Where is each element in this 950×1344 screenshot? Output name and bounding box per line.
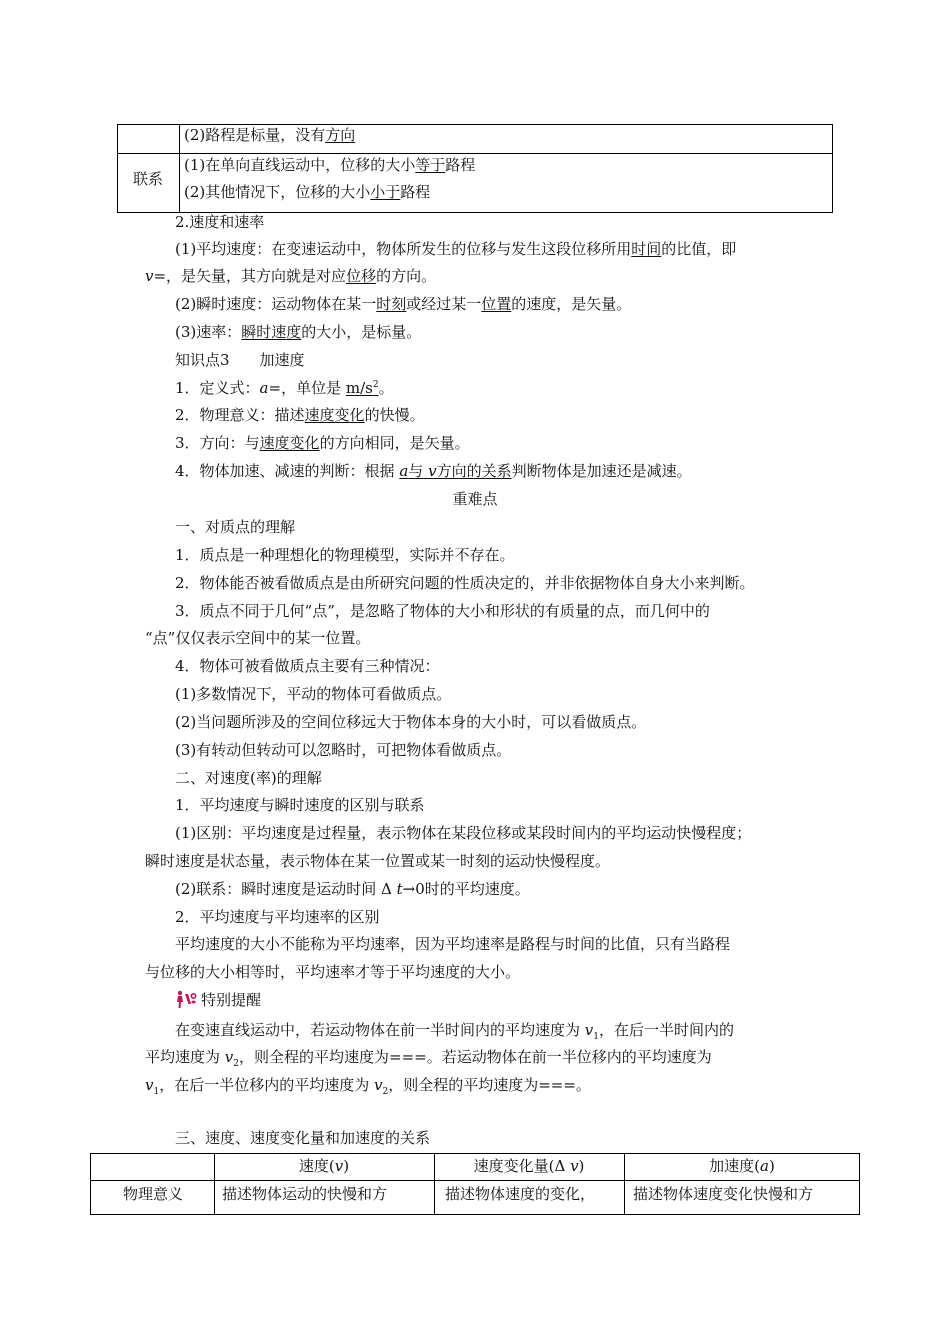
part2-title: 二、对速度(率)的理解 [175,769,322,787]
table1-row-label: 联系 [133,170,164,188]
part2-line1: 1．平均速度与瞬时速度的区别与联系 [175,796,425,814]
special-reminder-icon [175,990,199,1010]
part2-line2b: 瞬时速度是状态量，表示物体在某一位置或某一时刻的运动快慢程度。 [145,852,611,870]
part1-line4: 4．物体可被看做质点主要有三种情况： [175,657,440,675]
reminder-line3: $v_1$，在后一半位移内的平均速度为 $v_2$，则全程的平均速度为===。 [145,1076,591,1097]
table1-row2: (1)在单向直线运动中，位移的大小等于路程 [184,156,476,174]
part1-line2: 2．物体能否被看做质点是由所研究问题的性质决定的，并非依据物体自身大小来判断。 [175,574,755,592]
table2-cell-velocity-change: 描述物体速度的变化， [445,1185,596,1203]
table2-cell-velocity: 描述物体运动的快慢和方 [222,1185,388,1203]
table1-row1: (2)路程是标量，没有方向 [184,126,356,144]
kp3-definition: 1．定义式：a=，单位是 $m/s^2$。 [175,379,394,397]
part2-line5a: 平均速度的大小不能称为平均速率，因为平均速率是路程与时间的比值，只有当路程 [175,935,731,953]
table2-header-velocity: 速度(v) [298,1157,350,1175]
reminder-line2: 平均速度为 $v_2$，则全程的平均速度为===。若运动物体在前一半位移内的平均速度为 [145,1048,712,1069]
part1-line7: (3)有转动但转动可以忽略时，可把物体看做质点。 [175,741,512,759]
para-average-velocity: (1)平均速度：在变速运动中，物体所发生的位移与发生这段位移所用时间的比值，即 [175,240,737,258]
kp3-meaning: 2．物理意义：描述速度变化的快慢。 [175,406,425,424]
heading-key-difficulties: 重难点 [452,490,498,508]
part1-line5: (1)多数情况下，平动的物体可看做质点。 [175,685,452,703]
part1-line1: 1．质点是一种理想化的物理模型，实际并不存在。 [175,546,515,564]
part2-line5b: 与位移的大小相等时，平均速率才等于平均速度的大小。 [145,963,521,981]
part1-line3b: “点”仅仅表示空间中的某一位置。 [145,629,371,647]
kp3-title: 知识点3 加速度 [175,351,305,369]
table2-header-acceleration: 加速度(a) [709,1157,775,1175]
part1-title: 一、对质点的理解 [175,518,296,536]
kp3-direction: 3．方向：与速度变化的方向相同，是矢量。 [175,434,470,452]
kp3-judgement: 4．物体加速、减速的判断：根据 a与 v方向的关系判断物体是加速还是减速。 [175,462,692,480]
part2-line4: 2．平均速度与平均速率的区别 [175,908,380,926]
para-average-velocity-cont: v=，是矢量，其方向就是对应位移的方向。 [145,267,437,285]
table2-header-velocity-change: 速度变化量(Δ v) [473,1157,585,1175]
reminder-line1: 在变速直线运动中，若运动物体在前一半时间内的平均速度为 $v_1$，在后一半时间内的 [175,1021,735,1042]
para-speed: (3)速率：瞬时速度的大小，是标量。 [175,323,422,341]
para-instant-velocity: (2)瞬时速度：运动物体在某一时刻或经过某一位置的速度，是矢量。 [175,295,632,313]
table2-cell-acceleration: 描述物体速度变化快慢和方 [633,1185,814,1203]
table2-row-label: 物理意义 [123,1185,184,1203]
part1-line3a: 3．质点不同于几何“点”，是忽略了物体的大小和形状的有质量的点，而几何中的 [175,602,710,620]
part1-line6: (2)当问题所涉及的空间位移远大于物体本身的大小时，可以看做质点。 [175,713,647,731]
part3-title: 三、速度、速度变化量和加速度的关系 [175,1129,431,1147]
part2-line2a: (1)区别：平均速度是过程量，表示物体在某段位移或某段时间内的平均运动快慢程度； [175,824,752,842]
table1-row3: (2)其他情况下，位移的大小小于路程 [184,183,431,201]
section-title-speed: 2.速度和速率 [175,213,265,231]
special-reminder-label: 特别提醒 [201,991,262,1009]
part2-line3: (2)联系：瞬时速度是运动时间 Δ t→0时的平均速度。 [175,880,530,898]
